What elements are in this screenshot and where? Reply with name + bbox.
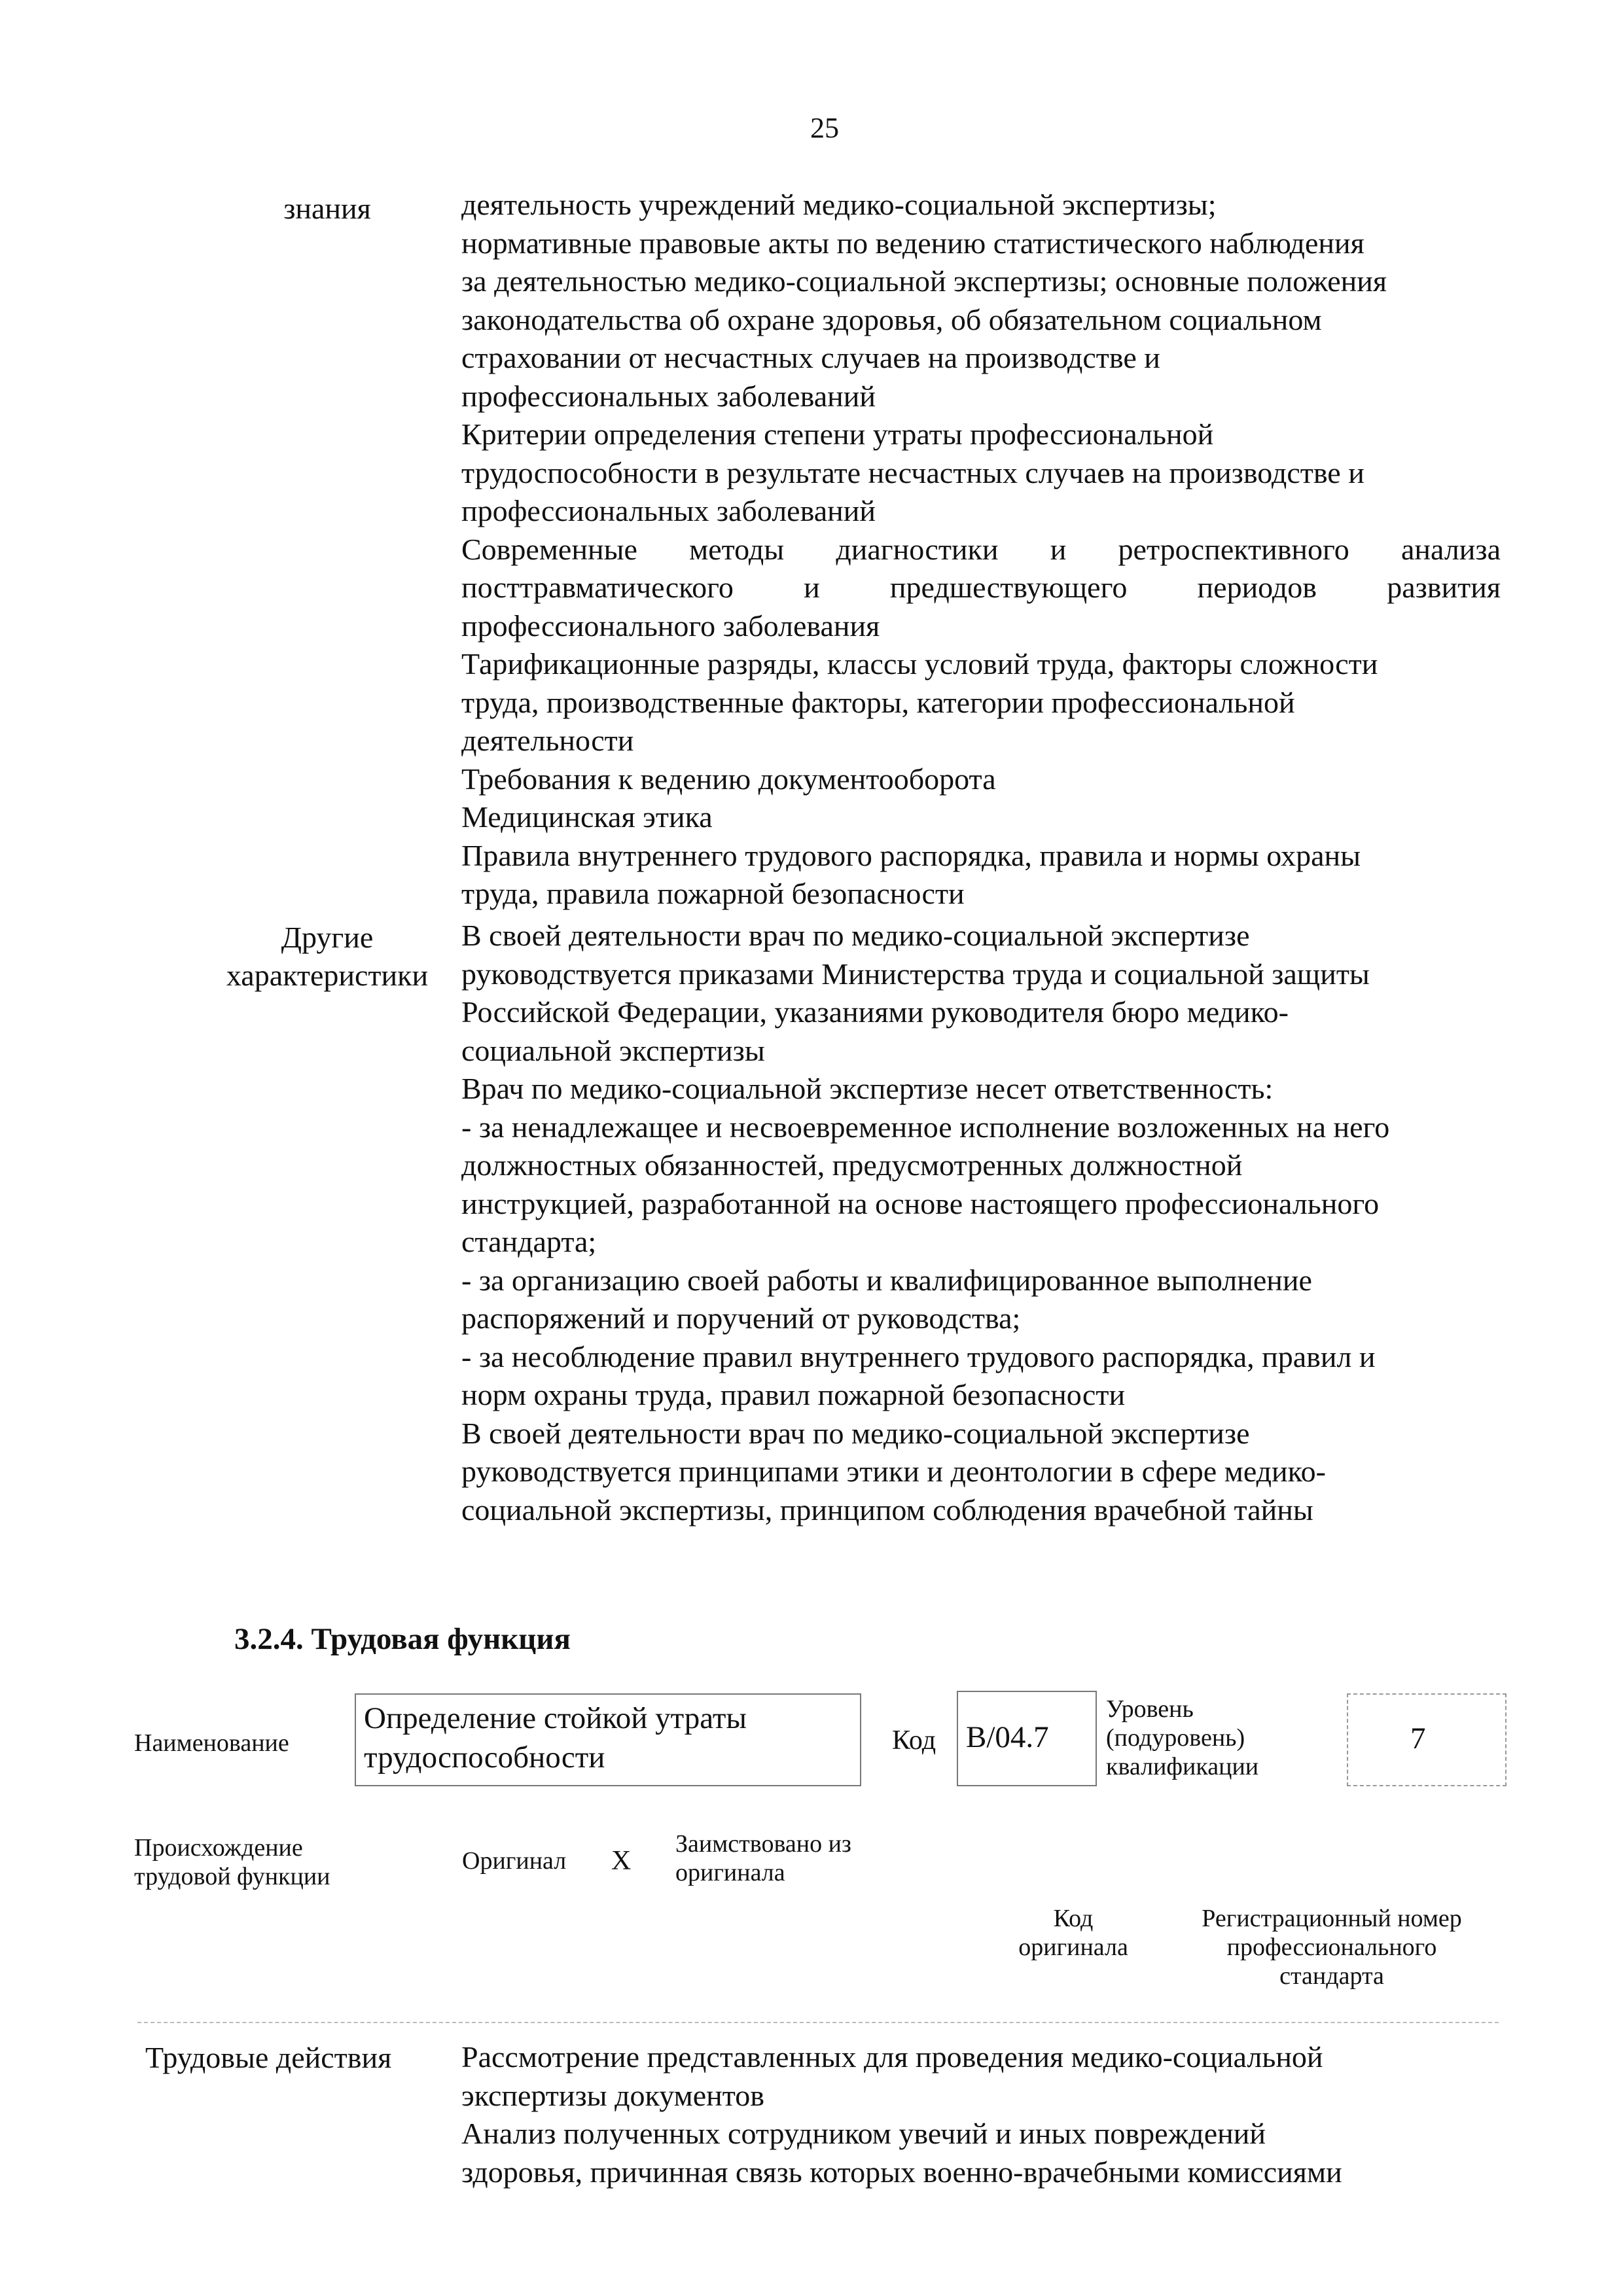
text-line: трудоспособности в результате несчастных случаев на производстве и [461,455,1364,489]
level-value: 7 [1410,1722,1426,1756]
level-label [1106,1695,1258,1781]
text-line: профессиональных заболеваний [461,494,876,527]
paragraph [461,186,1501,415]
level-label-line1: Уровень [1106,1695,1194,1723]
reg-number-label [1185,1904,1479,1990]
code-label: Код [892,1725,936,1756]
paragraph [461,415,1501,531]
text-line: труда, правила пожарной безопасности [461,877,965,910]
text-line: инструкцией, разработанной на основе настоящего профессионального [461,1186,1380,1220]
paragraph [461,798,1501,837]
text-line: социальной экспертизы, принципом соблюдения врачебной тайны [461,1492,1313,1527]
text-line: Врач по медико-социальной экспертизе несет ответственность: [461,1072,1274,1105]
text-line: руководствуется принципами этики и деонтологии в сфере медико- [461,1455,1326,1488]
knowledge-label: знания [283,192,371,225]
other-label-line2: характеристики [226,959,429,992]
name-value [364,1699,747,1777]
table-divider [137,2022,1499,2023]
text-line: социальной экспертизы [461,1033,765,1067]
code-value: B/04.7 [966,1720,1049,1754]
name-value-line2: трудоспособности [364,1740,605,1775]
origin-label [134,1833,330,1891]
level-label-line3: квалификации [1106,1753,1259,1780]
text-line: Медицинская этика [461,800,713,834]
borrowed-label [675,1829,851,1887]
reg-line2: профессионального [1226,1934,1437,1961]
actions-line: экспертизы документов [461,2078,764,2112]
level-label-line2: (подуровень) [1106,1724,1245,1752]
text-line: Тарификационные разряды, классы условий труда, факторы сложности [461,647,1378,680]
text-line: профессионального заболевания [461,609,880,643]
text-line: страховании от несчастных случаев на производстве и [461,341,1160,374]
text-line: Требования к ведению документооборота [461,762,996,796]
other-label [164,919,491,995]
text-line: стандарта; [461,1225,597,1258]
text-line: нормативные правовые акты по ведению статистического наблюдения [461,226,1364,260]
other-cell [461,917,1501,1529]
original-label: Оригинал [462,1847,567,1875]
text-line: Правила внутреннего трудового распорядка, правила и нормы охраны [461,838,1361,872]
text-line: руководствуется приказами Министерства труда и социальной защиты [461,957,1370,991]
text-line: деятельность учреждений медико-социальной экспертизы; [461,188,1217,221]
text-line: норм охраны труда, правил пожарной безопасности [461,1378,1126,1411]
text-line: распоряжений и поручений от руководства; [461,1301,1021,1335]
text-line: Современные методы диагностики и ретроспективного анализа [461,532,1501,566]
name-value-line1: Определение стойкой утраты [364,1701,747,1735]
actions-line: Анализ полученных сотрудником увечий и иных повреждений [461,2117,1266,2150]
paragraph [461,760,1501,799]
text-line: профессиональных заболеваний [461,379,876,413]
paragraph [461,1415,1501,1530]
orig-code-label [995,1904,1152,1962]
other-label-line1: Другие [281,921,374,954]
page-number: 25 [810,112,839,144]
text-line: должностных обязанностей, предусмотренных должностной [461,1148,1243,1182]
section-title: 3.2.4. Трудовая функция [234,1622,571,1656]
text-line: - за ненадлежащее и несвоевременное исполнение возложенных на него [461,1110,1390,1144]
text-line: В своей деятельности врач по медико-социальной экспертизе [461,1416,1250,1450]
borrowed-label-line2: оригинала [675,1859,785,1886]
text-line: В своей деятельности врач по медико-социальной экспертизе [461,919,1250,952]
origin-label-line2: трудовой функции [134,1863,330,1890]
borrowed-label-line1: Заимствовано из [675,1830,851,1858]
origin-label-line1: Происхождение [134,1834,303,1862]
knowledge-cell [461,186,1501,913]
text-line: - за организацию своей работы и квалифицированное выполнение [461,1263,1312,1297]
actions-label: Трудовые действия [145,2041,392,2074]
orig-code-line1: Код [1053,1905,1094,1932]
text-line: посттравматического и предшествующего периодов развития [461,571,1501,604]
paragraph [461,837,1501,913]
reg-line3: стандарта [1279,1962,1384,1990]
original-mark: X [611,1846,632,1876]
text-line: труда, производственные факторы, категории профессиональной [461,685,1295,719]
text-line: законодательства об охране здоровья, об обязательном социальном [461,302,1322,336]
text-line: за деятельностью медико-социальной экспертизы; основные положения [461,264,1387,298]
actions-line: здоровья, причинная связь которых военно-врачебными комиссиями [461,2155,1342,2189]
actions-line: Рассмотрение представленных для проведения медико-социальной [461,2040,1323,2074]
text-line: Российской Федерации, указаниями руководителя бюро медико- [461,995,1289,1029]
orig-code-line2: оригинала [1018,1934,1128,1961]
paragraph [461,917,1501,1070]
paragraph [461,1070,1501,1415]
text-line: Критерии определения степени утраты профессиональной [461,417,1214,451]
text-line: - за несоблюдение правил внутреннего трудового распорядка, правил и [461,1339,1376,1373]
name-label: Наименование [134,1729,289,1757]
reg-line1: Регистрационный номер [1202,1905,1462,1932]
actions-cell [461,2038,1501,2191]
level-box [1347,1693,1507,1786]
paragraph [461,645,1501,760]
paragraph [461,531,1501,646]
text-line: деятельности [461,724,634,757]
